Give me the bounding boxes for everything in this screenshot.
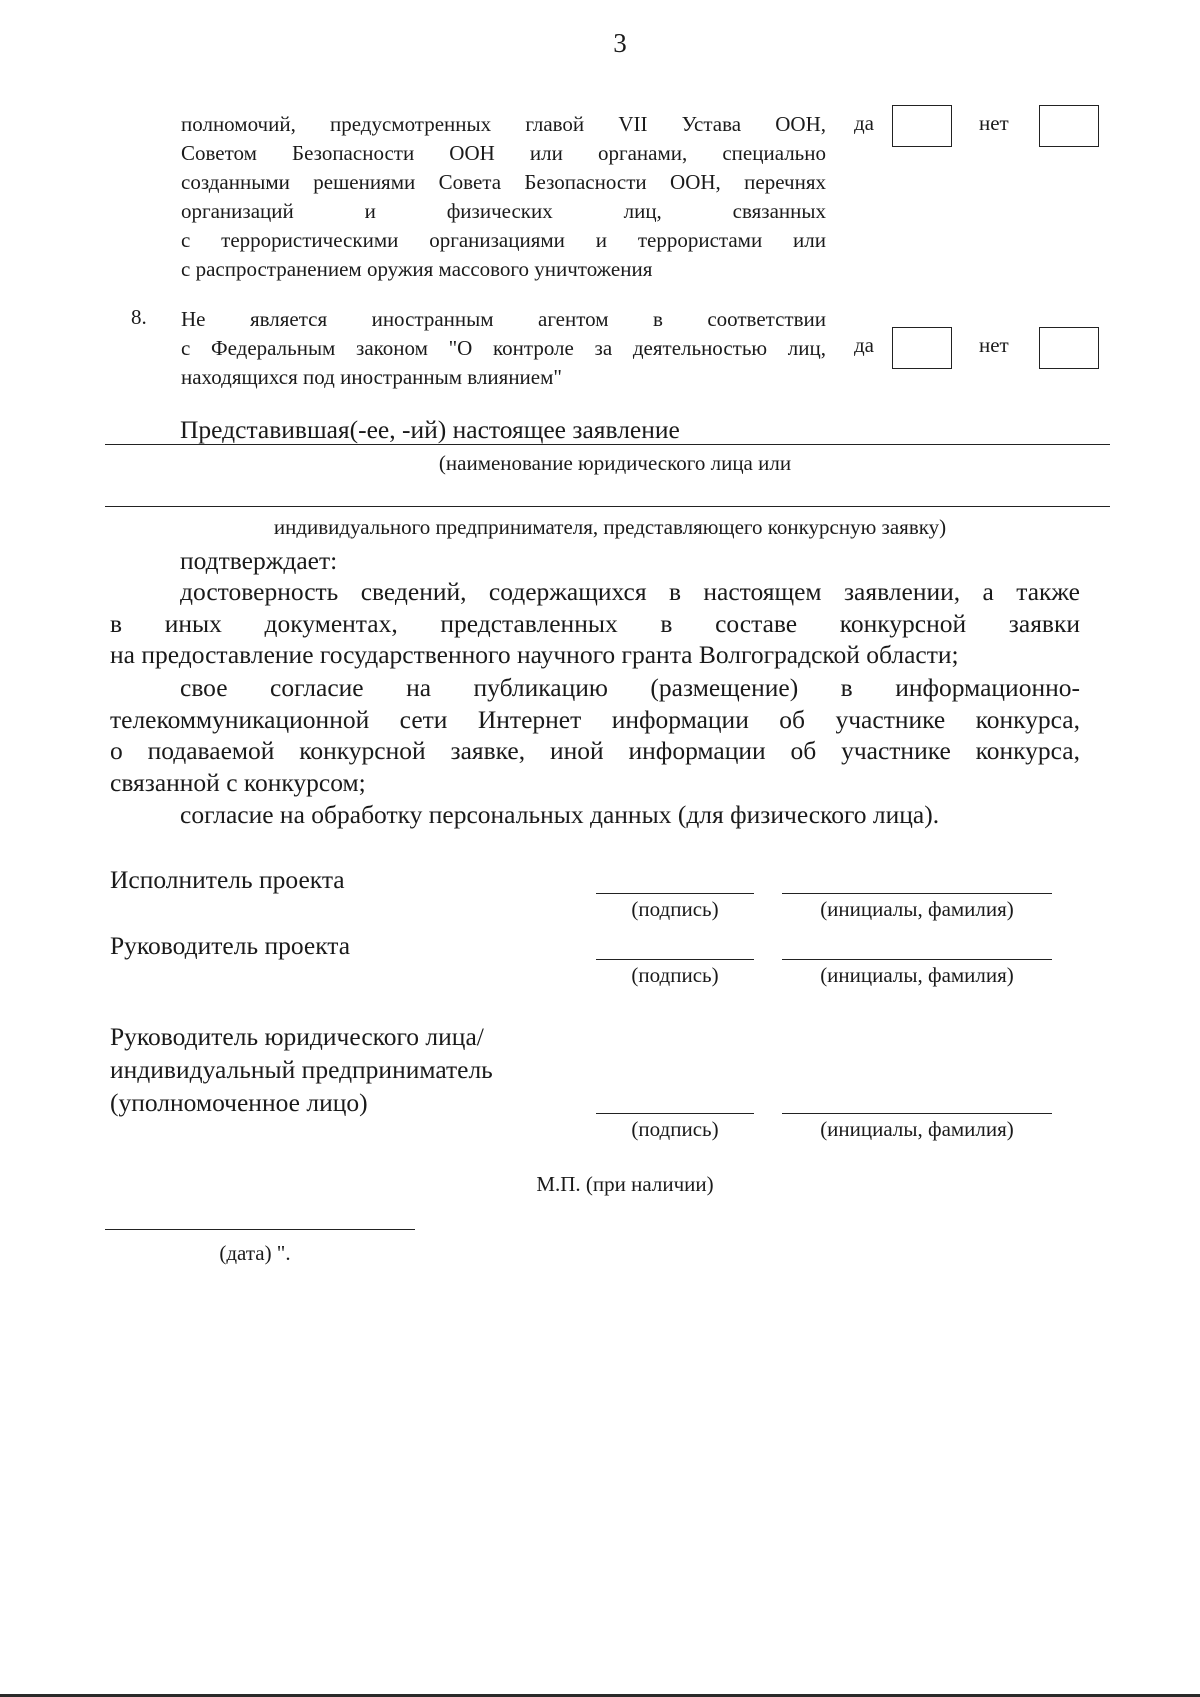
applicant-name-caption-1: (наименование юридического лица или — [438, 451, 792, 475]
item-7-line: с террористическими организациями и террористами или — [181, 228, 826, 252]
head-name-line[interactable] — [782, 1113, 1052, 1114]
manager-label: Руководитель проекта — [110, 931, 351, 960]
executor-name-caption: (инициалы, фамилия) — [820, 897, 1014, 921]
head-signature-line[interactable] — [596, 1113, 754, 1114]
item-8-yes-label: да — [854, 333, 875, 357]
paragraph-line: достоверность сведений, содержащихся в настоящем заявлении, а также — [180, 577, 1080, 606]
item-8-number: 8. — [131, 305, 147, 329]
item-7-yes-checkbox[interactable] — [892, 105, 952, 147]
item-7-yes-label: да — [854, 111, 875, 135]
paragraph-line: о подаваемой конкурсной заявке, иной информации об участнике конкурса, — [110, 736, 1080, 765]
executor-signature-caption: (подпись) — [631, 897, 719, 921]
item-7-line: созданными решениями Совета Безопасности ООН, перечнях — [181, 170, 826, 194]
head-label-line: индивидуальный предприниматель — [110, 1055, 493, 1084]
item-7-no-label: нет — [979, 111, 1009, 135]
item-7-line: организаций и физических лиц, связанных — [181, 199, 826, 223]
executor-name-line[interactable] — [782, 893, 1052, 894]
applicant-name-line-2[interactable] — [105, 506, 1110, 507]
item-8-no-checkbox[interactable] — [1039, 327, 1099, 369]
date-caption: (дата) ". — [219, 1241, 291, 1265]
manager-signature-caption: (подпись) — [631, 963, 719, 987]
item-8-text — [181, 305, 826, 392]
item-8-line: находящихся под иностранным влиянием" — [181, 365, 562, 389]
head-signature-caption: (подпись) — [631, 1117, 719, 1141]
manager-name-line[interactable] — [782, 959, 1052, 960]
paragraph-line: на предоставление государственного научного гранта Волгоградской области; — [110, 640, 959, 669]
head-name-caption: (инициалы, фамилия) — [820, 1117, 1014, 1141]
paragraph-line: в иных документах, представленных в составе конкурсной заявки — [110, 608, 1080, 638]
paragraph-publication-consent — [110, 672, 1080, 798]
applicant-name-caption-2: индивидуального предпринимателя, представляющего конкурсную заявку) — [273, 515, 947, 539]
item-8-no-label: нет — [979, 333, 1009, 357]
item-8-yes-checkbox[interactable] — [892, 327, 952, 369]
item-7-line: с распространением оружия массового уничтожения — [181, 257, 653, 281]
applicant-name-line[interactable] — [105, 444, 1110, 445]
item-7-line: полномочий, предусмотренных главой VII Устава ООН, — [181, 112, 826, 136]
date-line[interactable] — [105, 1229, 415, 1230]
head-label — [110, 1020, 493, 1119]
paragraph-reliability — [110, 576, 1080, 671]
item-7-text — [181, 110, 826, 284]
head-label-line: (уполномоченное лицо) — [110, 1088, 368, 1117]
paragraph-line: телекоммуникационной сети Интернет информации об участнике конкурса, — [110, 704, 1080, 734]
paragraph-personal-data-consent: согласие на обработку персональных данных (для физического лица). — [180, 800, 940, 829]
item-8-line: с Федеральным законом "О контроле за деятельностью лиц, — [181, 336, 826, 360]
manager-signature-line[interactable] — [596, 959, 754, 960]
executor-label: Исполнитель проекта — [110, 865, 345, 894]
confirms-label: подтверждает: — [180, 546, 338, 575]
paragraph-line: свое согласие на публикацию (размещение) в информационно- — [180, 673, 1080, 702]
item-8-line: Не является иностранным агентом в соответствии — [181, 307, 826, 331]
declaration-heading: Представившая(-ее, -ий) настоящее заявление — [180, 415, 680, 444]
page-number: 3 — [613, 28, 627, 58]
stamp-note: М.П. (при наличии) — [536, 1172, 714, 1196]
item-7-line: Советом Безопасности ООН или органами, специально — [181, 141, 826, 165]
executor-signature-line[interactable] — [596, 893, 754, 894]
item-7-no-checkbox[interactable] — [1039, 105, 1099, 147]
head-label-line: Руководитель юридического лица/ — [110, 1022, 484, 1051]
paragraph-line: связанной с конкурсом; — [110, 767, 366, 797]
manager-name-caption: (инициалы, фамилия) — [820, 963, 1014, 987]
